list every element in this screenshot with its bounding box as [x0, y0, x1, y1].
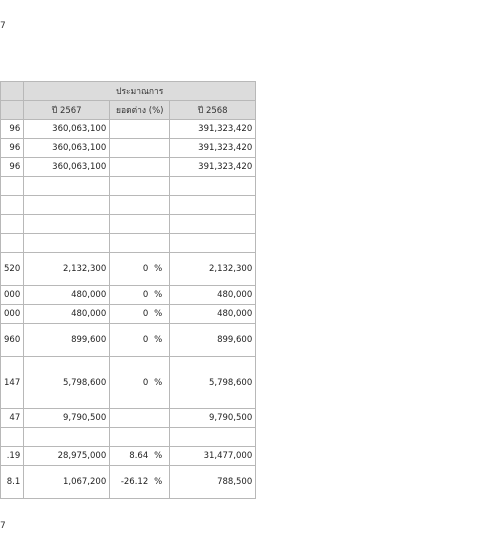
percent-sign: %	[154, 451, 163, 461]
table-row	[1, 177, 256, 196]
prev-year-cell: 960	[1, 324, 24, 357]
diff-percent-value: 0	[142, 309, 149, 319]
table-row	[1, 428, 256, 447]
table-row	[1, 447, 256, 466]
budget-table	[0, 81, 256, 499]
estimate-2568-cell: 391,323,420	[170, 139, 256, 158]
estimate-2568-cell: 9,790,500	[170, 409, 256, 428]
diff-percent-value: 0	[142, 377, 149, 388]
estimate-2567-cell: 360,063,100	[24, 158, 110, 177]
estimate-2568-cell: 899,600	[170, 324, 256, 357]
diff-percent-value: 0	[142, 264, 149, 274]
diff-percent-cell	[110, 215, 170, 234]
prev-year-cell	[1, 177, 24, 196]
estimate-2567-cell: 480,000	[24, 286, 110, 305]
estimate-group-header: ประมาณการ	[24, 82, 256, 101]
table-row	[1, 409, 256, 428]
estimate-2567-cell: 899,600	[24, 324, 110, 357]
prev-year-cell	[1, 215, 24, 234]
estimate-2568-cell	[170, 428, 256, 447]
diff-percent-cell	[110, 177, 170, 196]
estimate-2567-cell	[24, 428, 110, 447]
prev-year-subheader-cell	[1, 101, 24, 120]
diff-percent-cell	[110, 286, 170, 305]
table-row	[1, 305, 256, 324]
diff-percent-cell	[110, 196, 170, 215]
table-row	[1, 139, 256, 158]
percent-sign: %	[154, 309, 163, 319]
diff-percent-cell	[110, 305, 170, 324]
diff-percent-cell	[110, 324, 170, 357]
table-row	[1, 357, 256, 409]
table-row	[1, 215, 256, 234]
percent-sign: %	[154, 477, 163, 487]
prev-year-cell: 96	[1, 139, 24, 158]
col-header-2567: ปี 2567	[24, 101, 110, 120]
prev-year-cell	[1, 428, 24, 447]
percent-sign: %	[154, 290, 163, 300]
diff-percent-value: 8.64	[129, 451, 149, 461]
page-marker-top: 7	[0, 21, 6, 31]
estimate-2567-cell: 480,000	[24, 305, 110, 324]
estimate-2567-cell: 360,063,100	[24, 120, 110, 139]
prev-year-header-cell	[1, 82, 24, 101]
diff-percent-value: 0	[142, 290, 149, 300]
estimate-2568-cell: 480,000	[170, 286, 256, 305]
table-row	[1, 253, 256, 286]
percent-sign: %	[154, 377, 163, 388]
prev-year-cell: 520	[1, 253, 24, 286]
estimate-2567-cell: 2,132,300	[24, 253, 110, 286]
estimate-2567-cell	[24, 234, 110, 253]
prev-year-cell: 000	[1, 305, 24, 324]
header-row-group	[1, 82, 256, 101]
diff-percent-cell	[110, 428, 170, 447]
estimate-2567-cell	[24, 215, 110, 234]
estimate-2568-cell	[170, 234, 256, 253]
table-row	[1, 120, 256, 139]
diff-percent-cell	[110, 139, 170, 158]
diff-percent-cell	[110, 158, 170, 177]
diff-percent-cell	[110, 234, 170, 253]
estimate-2567-cell: 1,067,200	[24, 466, 110, 499]
estimate-2568-cell	[170, 177, 256, 196]
header-row-columns	[1, 101, 256, 120]
table-row	[1, 286, 256, 305]
table-row	[1, 324, 256, 357]
diff-percent-cell	[110, 466, 170, 499]
page-marker-bottom: 7	[0, 521, 6, 531]
prev-year-cell: .19	[1, 447, 24, 466]
estimate-2567-cell: 28,975,000	[24, 447, 110, 466]
prev-year-cell: 96	[1, 158, 24, 177]
diff-percent-cell	[110, 447, 170, 466]
estimate-2567-cell: 5,798,600	[24, 357, 110, 409]
estimate-2567-cell: 9,790,500	[24, 409, 110, 428]
prev-year-cell: 47	[1, 409, 24, 428]
table-row	[1, 466, 256, 499]
estimate-2568-cell: 480,000	[170, 305, 256, 324]
estimate-2568-cell	[170, 215, 256, 234]
table-row	[1, 234, 256, 253]
diff-percent-cell	[110, 120, 170, 139]
diff-percent-value: -26.12	[120, 477, 149, 487]
estimate-2568-cell: 5,798,600	[170, 357, 256, 409]
diff-percent-cell	[110, 409, 170, 428]
diff-percent-value: 0	[142, 335, 149, 345]
estimate-2568-cell: 788,500	[170, 466, 256, 499]
estimate-2568-cell: 391,323,420	[170, 158, 256, 177]
prev-year-cell	[1, 196, 24, 215]
prev-year-cell: 000	[1, 286, 24, 305]
diff-percent-cell	[110, 253, 170, 286]
prev-year-cell	[1, 234, 24, 253]
estimate-2568-cell: 391,323,420	[170, 120, 256, 139]
estimate-2568-cell	[170, 196, 256, 215]
estimate-2567-cell	[24, 196, 110, 215]
percent-sign: %	[154, 264, 163, 274]
prev-year-cell: 147	[1, 357, 24, 409]
prev-year-cell: 96	[1, 120, 24, 139]
col-header-2568: ปี 2568	[170, 101, 256, 120]
estimate-2567-cell: 360,063,100	[24, 139, 110, 158]
prev-year-cell: 8.1	[1, 466, 24, 499]
diff-percent-cell	[110, 357, 170, 409]
table-row	[1, 158, 256, 177]
table-row	[1, 196, 256, 215]
col-header-diff-percent: ยอดต่าง (%)	[110, 101, 170, 120]
estimate-2568-cell: 2,132,300	[170, 253, 256, 286]
estimate-2567-cell	[24, 177, 110, 196]
estimate-2568-cell: 31,477,000	[170, 447, 256, 466]
percent-sign: %	[154, 335, 163, 345]
